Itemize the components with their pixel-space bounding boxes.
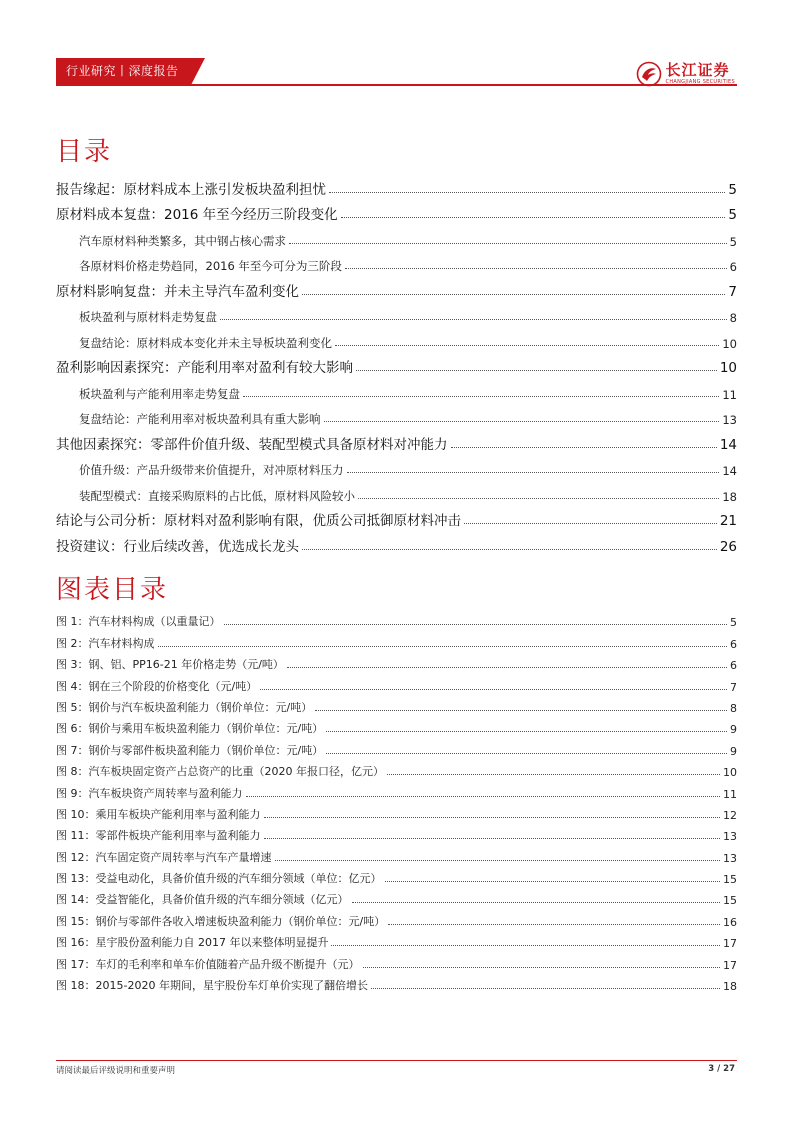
figure-entry-page: 11 [723, 787, 737, 801]
toc-entry[interactable] [56, 478, 737, 504]
toc-entry-page: 5 [728, 207, 737, 223]
dot-leader [371, 988, 720, 989]
figure-entry[interactable] [56, 950, 737, 971]
figure-entry[interactable] [56, 865, 737, 886]
dot-leader [326, 753, 727, 754]
dot-leader [341, 217, 726, 218]
toc-entry-page: 18 [722, 489, 737, 504]
figure-entry[interactable] [56, 972, 737, 993]
logo-name-cn: 长江证券 [665, 61, 730, 79]
dot-leader [275, 860, 721, 861]
figure-entry-page: 15 [723, 894, 737, 908]
figure-entry-page: 13 [723, 851, 737, 865]
figure-entry-title: 图 2：汽车材料构成 [56, 636, 155, 650]
dot-leader [358, 498, 719, 499]
toc-entry-page: 26 [719, 538, 737, 555]
figure-entry-page: 6 [730, 637, 737, 651]
figure-entry-title: 图 5：钢价与汽车板块盈利能力（钢价单位：元/吨） [56, 700, 313, 714]
dot-leader [451, 447, 717, 448]
dot-leader [315, 710, 727, 711]
figure-entry-title: 图 1：汽车材料构成（以重量记） [56, 615, 221, 629]
figure-entry-page: 10 [723, 766, 737, 780]
figure-entry-title: 图 7：钢价与零部件板块盈利能力（钢价单位：元/吨） [56, 743, 324, 757]
toc-entry-title: 结论与公司分析：原材料对盈利影响有限，优质公司抵御原材料冲击 [56, 513, 461, 529]
report-type-tag: 行业研究丨深度报告 [56, 58, 191, 85]
figure-entry-page: 17 [723, 937, 737, 951]
dot-leader [264, 817, 721, 818]
figure-entry-page: 9 [730, 744, 737, 758]
figure-entry[interactable] [56, 651, 737, 672]
dot-leader [335, 345, 719, 346]
company-logo [636, 60, 735, 88]
logo-name-en: CHANGJIANG SECURITIES [665, 79, 735, 85]
figure-entry-page: 6 [730, 659, 737, 673]
dot-leader [329, 192, 725, 193]
toc-entry-title: 板块盈利与原材料走势复盘 [79, 310, 217, 324]
toc-entry-page: 10 [719, 360, 737, 376]
toc-entry-title: 汽车原材料种类繁多，其中钢占核心需求 [79, 233, 286, 248]
toc-entry-page: 21 [719, 513, 737, 529]
dot-leader [326, 731, 727, 732]
figure-entry-page: 9 [730, 723, 737, 737]
dot-leader [289, 243, 727, 244]
figure-entry-title: 图 6：钢价与乘用车板块盈利能力（钢价单位：元/吨） [56, 722, 324, 736]
dot-leader [302, 549, 717, 550]
toc-entry-page: 14 [722, 464, 737, 478]
toc-entry[interactable] [56, 529, 737, 555]
page-number: 3 / 27 [708, 1064, 735, 1074]
figure-list-title: 图表目录 [56, 575, 169, 605]
figure-entry-title: 图 16：星宇股份盈利能力自 2017 年以来整体明显提升 [56, 936, 329, 950]
dot-leader [287, 667, 727, 668]
toc-entry[interactable] [56, 325, 737, 351]
figure-entry-title: 图 11：零部件板块产能利用率与盈利能力 [56, 829, 261, 843]
dot-leader [345, 268, 727, 269]
toc-entry[interactable] [56, 351, 737, 377]
figure-entry-page: 18 [723, 980, 737, 994]
toc-entry[interactable] [56, 274, 737, 300]
toc-entry-title: 板块盈利与产能利用率走势复盘 [79, 386, 240, 401]
dot-leader [464, 523, 717, 524]
table-of-contents [56, 172, 737, 555]
toc-entry[interactable] [56, 376, 737, 402]
toc-entry[interactable] [56, 198, 737, 224]
dot-leader [302, 294, 725, 295]
toc-entry-page: 14 [719, 436, 737, 453]
dot-leader [387, 774, 720, 775]
figure-entry[interactable] [56, 694, 737, 715]
dot-leader [158, 646, 728, 647]
toc-entry[interactable] [56, 300, 737, 326]
toc-entry-page: 8 [729, 311, 737, 325]
toc-entry-page: 5 [729, 234, 737, 249]
toc-entry-title: 原材料影响复盘：并未主导汽车盈利变化 [56, 283, 299, 300]
dot-leader [347, 472, 720, 473]
figure-list [56, 608, 737, 993]
toc-entry-title: 价值升级：产品升级带来价值提升，对冲原材料压力 [79, 463, 344, 477]
toc-entry-title: 原材料成本复盘：2016 年至今经历三阶段变化 [56, 207, 338, 223]
dot-leader [220, 319, 727, 320]
toc-entry-title: 其他因素探究：零部件价值升级、装配型模式具备原材料对冲能力 [56, 436, 448, 453]
toc-entry-page: 10 [722, 336, 737, 351]
figure-entry-page: 7 [730, 680, 737, 694]
phoenix-logo-icon [636, 61, 662, 87]
footer-disclaimer: 请阅读最后评级说明和重要声明 [56, 1066, 176, 1076]
dot-leader [363, 967, 721, 968]
toc-entry-page: 5 [728, 181, 737, 198]
figure-entry[interactable] [56, 672, 737, 693]
toc-entry-page: 13 [722, 413, 737, 427]
footer-divider [56, 1060, 737, 1061]
dot-leader [331, 945, 720, 946]
figure-entry-title: 图 14：受益智能化，具备价值升级的汽车细分领域（亿元） [56, 893, 349, 907]
dot-leader [388, 924, 720, 925]
dot-leader [224, 624, 728, 625]
dot-leader [243, 396, 719, 397]
figure-entry[interactable] [56, 929, 737, 950]
figure-entry-title: 图 8：汽车板块固定资产占总资产的比重（2020 年报口径，亿元） [56, 765, 384, 779]
toc-entry[interactable] [56, 402, 737, 428]
figure-entry-title: 图 17：车灯的毛利率和单车价值随着产品升级不断提升（元） [56, 957, 360, 971]
toc-entry-title: 投资建议：行业后续改善，优选成长龙头 [56, 538, 299, 555]
figure-entry[interactable] [56, 779, 737, 800]
dot-leader [356, 370, 717, 371]
figure-entry-title: 图 9：汽车板块资产周转率与盈利能力 [56, 786, 243, 800]
toc-entry-title: 报告缘起：原材料成本上涨引发板块盈利担忧 [56, 181, 326, 198]
figure-entry-page: 12 [723, 808, 737, 822]
toc-entry[interactable] [56, 453, 737, 479]
toc-entry-title: 盈利影响因素探究：产能利用率对盈利有较大影响 [56, 360, 353, 376]
figure-entry-title: 图 12：汽车固定资产周转率与汽车产量增速 [56, 850, 272, 864]
toc-entry[interactable] [56, 427, 737, 453]
dot-leader [352, 902, 721, 903]
figure-entry-title: 图 3：钢、铝、PP16-21 年价格走势（元/吨） [56, 658, 284, 672]
figure-entry[interactable] [56, 608, 737, 629]
figure-entry[interactable] [56, 907, 737, 928]
figure-entry[interactable] [56, 758, 737, 779]
toc-entry[interactable] [56, 172, 737, 198]
figure-entry-title: 图 18：2015-2020 年期间，星宇股份车灯单价实现了翻倍增长 [56, 979, 368, 993]
toc-entry-title: 复盘结论：原材料成本变化并未主导板块盈利变化 [79, 335, 332, 350]
figure-entry-page: 15 [723, 873, 737, 887]
figure-entry[interactable] [56, 801, 737, 822]
figure-entry-title: 图 15：钢价与零部件各收入增速板块盈利能力（钢价单位：元/吨） [56, 914, 386, 928]
dot-leader [264, 838, 721, 839]
dot-leader [385, 881, 721, 882]
figure-entry-title: 图 10：乘用车板块产能利用率与盈利能力 [56, 807, 261, 821]
figure-entry[interactable] [56, 886, 737, 907]
figure-entry-page: 17 [723, 958, 737, 972]
toc-entry[interactable] [56, 504, 737, 530]
figure-entry-title: 图 13：受益电动化，具备价值升级的汽车细分领域（单位：亿元） [56, 872, 382, 886]
figure-entry[interactable] [56, 715, 737, 736]
toc-entry-title: 各原材料价格走势趋同，2016 年至今可分为三阶段 [79, 259, 342, 273]
figure-entry-page: 13 [723, 830, 737, 844]
toc-entry[interactable] [56, 223, 737, 249]
figure-entry-title: 图 4：钢在三个阶段的价格变化（元/吨） [56, 679, 258, 693]
toc-entry-title: 装配型模式：直接采购原料的占比低，原材料风险较小 [79, 488, 355, 503]
dot-leader [246, 796, 721, 797]
toc-entry-page: 7 [728, 283, 737, 300]
figure-entry-page: 5 [730, 616, 737, 630]
figure-entry-page: 16 [723, 915, 737, 929]
toc-entry[interactable] [56, 249, 737, 275]
toc-entry-title: 复盘结论：产能利用率对板块盈利具有重大影响 [79, 412, 321, 426]
figure-entry[interactable] [56, 822, 737, 843]
dot-leader [260, 689, 727, 690]
figure-entry[interactable] [56, 736, 737, 757]
dot-leader [324, 421, 720, 422]
toc-entry-page: 11 [722, 387, 737, 402]
toc-title: 目录 [56, 137, 113, 167]
toc-entry-page: 6 [729, 260, 737, 274]
figure-entry[interactable] [56, 843, 737, 864]
figure-entry-page: 8 [730, 701, 737, 715]
figure-entry[interactable] [56, 629, 737, 650]
